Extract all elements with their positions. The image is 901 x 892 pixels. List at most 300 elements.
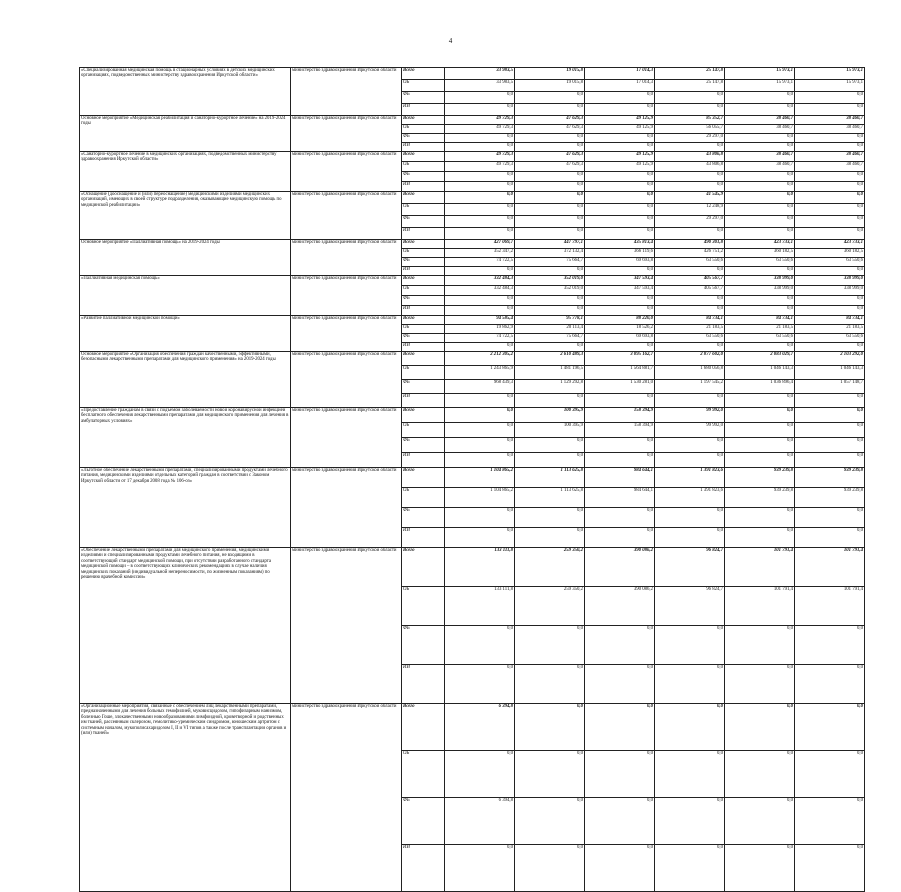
amount-cell: 38 460,7 <box>795 116 865 125</box>
amount-cell: 84 734,1 <box>795 316 865 325</box>
amount-cell: 0,0 <box>795 296 865 306</box>
amount-cell: 405 567,7 <box>655 286 725 296</box>
amount-cell: 0,0 <box>445 394 515 408</box>
amount-cell: 0,0 <box>585 104 655 116</box>
amount-cell: 0,0 <box>655 626 725 665</box>
amount-cell: 984 644,1 <box>585 488 655 508</box>
amount-cell: 259 350,2 <box>515 587 585 626</box>
amount-cell: 1 481 196,5 <box>515 366 585 380</box>
amount-cell: 0,0 <box>585 394 655 408</box>
amount-cell: 95 778,1 <box>515 316 585 325</box>
amount-cell: 0,0 <box>585 204 655 216</box>
amount-cell: 0,0 <box>655 798 725 845</box>
table-row <box>80 240 865 249</box>
funding-source: ОБ <box>402 249 445 258</box>
amount-cell: 0,0 <box>725 228 795 240</box>
amount-cell: 0,0 <box>585 343 655 352</box>
amount-cell: 0,0 <box>585 626 655 665</box>
executor: министерство здравоохранения Иркутской области <box>291 704 402 892</box>
amount-cell: 0,0 <box>515 204 585 216</box>
amount-cell: 0,0 <box>445 143 515 152</box>
executor: министерство здравоохранения Иркутской области <box>291 240 402 276</box>
amount-cell: 0,0 <box>445 296 515 306</box>
amount-cell: 0,0 <box>725 192 795 204</box>
amount-cell: 0,0 <box>445 453 515 468</box>
table-row <box>80 408 865 423</box>
amount-cell: 0,0 <box>655 704 725 751</box>
amount-cell: 20 113,4 <box>515 325 585 334</box>
funding-source: ОБ <box>402 286 445 296</box>
amount-cell: 0,0 <box>725 143 795 152</box>
amount-cell: 0,0 <box>515 438 585 453</box>
amount-cell: 0,0 <box>515 306 585 316</box>
amount-cell: 0,0 <box>585 704 655 751</box>
amount-cell: 38 460,7 <box>795 125 865 134</box>
amount-cell: 0,0 <box>445 104 515 116</box>
amount-cell: 352 019,0 <box>515 286 585 296</box>
amount-cell: 0,0 <box>445 92 515 104</box>
amount-cell: 0,0 <box>725 665 795 704</box>
amount-cell: 0,0 <box>725 394 795 408</box>
funding-source: ФБ <box>402 216 445 228</box>
amount-cell: 101 791,4 <box>725 587 795 626</box>
amount-cell: 0,0 <box>515 296 585 306</box>
amount-cell: 49 729,3 <box>445 152 515 162</box>
page-number: 4 <box>448 37 453 45</box>
table-row <box>80 192 865 204</box>
amount-cell: 0,0 <box>795 528 865 548</box>
executor: министерство здравоохранения Иркутской области <box>291 352 402 408</box>
funding-source: ФБ <box>402 380 445 394</box>
budget-table-body <box>80 68 865 892</box>
amount-cell: 0,0 <box>655 453 725 468</box>
amount-cell: 0,0 <box>515 134 585 143</box>
amount-cell: 1 129 292,8 <box>515 380 585 394</box>
amount-cell: 447 797,1 <box>515 240 585 249</box>
amount-cell: 43 806,8 <box>655 162 725 172</box>
amount-cell: 0,0 <box>725 704 795 751</box>
amount-cell: 338 999,0 <box>725 276 795 286</box>
amount-cell: 0,0 <box>655 296 725 306</box>
amount-cell: 0,0 <box>725 408 795 423</box>
amount-cell: 0,0 <box>445 134 515 143</box>
amount-cell: 0,0 <box>655 845 725 892</box>
amount-cell: 1 046 143,3 <box>795 366 865 380</box>
amount-cell: 352 347,2 <box>445 249 515 258</box>
amount-cell: 0,0 <box>725 845 795 892</box>
amount-cell: 0,0 <box>725 104 795 116</box>
amount-cell: 0,0 <box>795 192 865 204</box>
amount-cell: 1 530 281,0 <box>585 380 655 394</box>
amount-cell: 1 564 881,7 <box>585 366 655 380</box>
amount-cell: 49 125,9 <box>585 162 655 172</box>
amount-cell: 2 103 292,0 <box>795 352 865 366</box>
amount-cell: 21 183,5 <box>795 325 865 334</box>
amount-cell: 0,0 <box>795 845 865 892</box>
budget-table <box>79 67 865 892</box>
amount-cell: 0,0 <box>725 438 795 453</box>
amount-cell: 63 550,6 <box>795 334 865 343</box>
amount-cell: 0,0 <box>795 423 865 438</box>
amount-cell: 0,0 <box>725 508 795 528</box>
amount-cell: 0,0 <box>725 92 795 104</box>
funding-source: ОБ <box>402 325 445 334</box>
amount-cell: 0,0 <box>585 134 655 143</box>
amount-cell: 0,0 <box>725 453 795 468</box>
amount-cell: 0,0 <box>795 665 865 704</box>
amount-cell: 939 239,8 <box>725 468 795 488</box>
funding-source: ИИ <box>402 845 445 892</box>
table-row <box>80 152 865 162</box>
amount-cell: 2 610 489,3 <box>515 352 585 366</box>
amount-cell: 15 973,1 <box>725 68 795 80</box>
funding-source: Всего <box>402 548 445 587</box>
funding-source: ФБ <box>402 508 445 528</box>
funding-source: Всего <box>402 68 445 80</box>
amount-cell: 49 729,3 <box>445 116 515 125</box>
amount-cell: 74 722,5 <box>445 334 515 343</box>
amount-cell: 0,0 <box>795 438 865 453</box>
amount-cell: 100 395,9 <box>515 423 585 438</box>
amount-cell: 0,0 <box>445 508 515 528</box>
amount-cell: 18 526,2 <box>585 325 655 334</box>
funding-source: ИИ <box>402 394 445 408</box>
amount-cell: 0,0 <box>515 182 585 192</box>
amount-cell: 29 297,0 <box>655 216 725 228</box>
amount-cell: 96 824,7 <box>655 548 725 587</box>
amount-cell: 2 212 305,2 <box>445 352 515 366</box>
amount-cell: 47 629,3 <box>515 125 585 134</box>
amount-cell: 1 104 865,2 <box>445 488 515 508</box>
amount-cell: 19 015,8 <box>515 80 585 92</box>
amount-cell: 0,0 <box>515 626 585 665</box>
amount-cell: 0,0 <box>515 528 585 548</box>
amount-cell: 390 086,2 <box>585 548 655 587</box>
funding-source: ФБ <box>402 172 445 182</box>
funding-source: Всего <box>402 408 445 423</box>
amount-cell: 423 733,1 <box>725 240 795 249</box>
amount-cell: 0,0 <box>585 751 655 798</box>
amount-cell: 0,0 <box>585 453 655 468</box>
amount-cell: 63 550,6 <box>655 258 725 267</box>
amount-cell: 84 734,1 <box>655 316 725 325</box>
funding-source: ОБ <box>402 80 445 92</box>
amount-cell: 0,0 <box>515 143 585 152</box>
amount-cell: 2 083 029,7 <box>725 352 795 366</box>
amount-cell: 0,0 <box>795 172 865 182</box>
executor: министерство здравоохранения Иркутской области <box>291 68 402 116</box>
amount-cell: 0,0 <box>655 665 725 704</box>
amount-cell: 133 111,8 <box>445 587 515 626</box>
funding-source: ОБ <box>402 204 445 216</box>
activity-name: «Паллиативная медицинская помощь» <box>80 276 291 316</box>
amount-cell: 0,0 <box>515 798 585 845</box>
amount-cell: 0,0 <box>655 104 725 116</box>
amount-cell: 0,0 <box>445 343 515 352</box>
amount-cell: 38 460,7 <box>725 162 795 172</box>
funding-source: Всего <box>402 352 445 366</box>
amount-cell: 0,0 <box>445 192 515 204</box>
amount-cell: 101 791,4 <box>725 548 795 587</box>
funding-source: ИИ <box>402 267 445 276</box>
amount-cell: 0,0 <box>725 182 795 192</box>
amount-cell: 0,0 <box>445 408 515 423</box>
table-row <box>80 704 865 751</box>
amount-cell: 0,0 <box>725 306 795 316</box>
table-row <box>80 316 865 325</box>
amount-cell: 939 239,8 <box>725 488 795 508</box>
funding-source: Всего <box>402 276 445 286</box>
amount-cell: 0,0 <box>515 845 585 892</box>
amount-cell: 19 015,8 <box>515 68 585 80</box>
amount-cell: 0,0 <box>725 267 795 276</box>
amount-cell: 15 973,1 <box>795 80 865 92</box>
funding-source: ИИ <box>402 306 445 316</box>
amount-cell: 0,0 <box>585 306 655 316</box>
amount-cell: 427 069,7 <box>445 240 515 249</box>
funding-source: ОБ <box>402 587 445 626</box>
amount-cell: 435 813,4 <box>585 240 655 249</box>
table-row <box>80 68 865 80</box>
activity-name: «Организационные мероприятия, связанные с обеспечением лиц лекарственными препаратами, предназначенными для лечения больных гемофилией, муковисцидозом, гипофизарным нанизмом, болезнью Гоше, злокачественными новообразованиями лимфоидной, кроветворной и родственных им тканей, рассеянным склерозом, гемолитико-уремическим синдромом, юношеским артритом с системным началом, мукополисахаридозом I, II и VI типов а также после трансплантации органов и (или) тканей» <box>80 704 291 892</box>
amount-cell: 0,0 <box>585 267 655 276</box>
amount-cell: 49 125,9 <box>585 125 655 134</box>
funding-source: ИИ <box>402 104 445 116</box>
funding-source: ОБ <box>402 162 445 172</box>
amount-cell: 33 983,5 <box>445 68 515 80</box>
activity-name: «Санаторно-курортное лечение в медицинских организациях, подведомственных министерству здравоохранения Иркутской области» <box>80 152 291 192</box>
amount-cell: 0,0 <box>445 228 515 240</box>
amount-cell: 49 729,3 <box>445 125 515 134</box>
amount-cell: 29 297,0 <box>655 134 725 143</box>
amount-cell: 1 680 056,8 <box>655 366 725 380</box>
amount-cell: 0,0 <box>725 343 795 352</box>
amount-cell: 0,0 <box>445 204 515 216</box>
amount-cell: 338 999,0 <box>795 276 865 286</box>
amount-cell: 0,0 <box>445 751 515 798</box>
amount-cell: 0,0 <box>795 267 865 276</box>
amount-cell: 47 629,3 <box>515 162 585 172</box>
amount-cell: 0,0 <box>515 92 585 104</box>
amount-cell: 17 014,3 <box>585 68 655 80</box>
table-row <box>80 548 865 587</box>
amount-cell: 0,0 <box>445 528 515 548</box>
amount-cell: 0,0 <box>725 423 795 438</box>
amount-cell: 25 147,8 <box>655 80 725 92</box>
amount-cell: 100 395,9 <box>515 408 585 423</box>
amount-cell: 0,0 <box>515 228 585 240</box>
amount-cell: 3 095 162,7 <box>585 352 655 366</box>
executor: министерство здравоохранения Иркутской области <box>291 152 402 192</box>
amount-cell: 43 806,8 <box>655 152 725 162</box>
funding-source: Всего <box>402 152 445 162</box>
amount-cell: 25 147,8 <box>655 68 725 80</box>
amount-cell: 17 014,3 <box>585 80 655 92</box>
amount-cell: 0,0 <box>655 143 725 152</box>
amount-cell: 101 791,4 <box>795 587 865 626</box>
activity-name: Основное мероприятие «Медицинская реабилитация и санаторно-курортное лечение» на 2019-2024 годы <box>80 116 291 152</box>
amount-cell: 0,0 <box>795 143 865 152</box>
amount-cell: 38 460,7 <box>725 125 795 134</box>
amount-cell: 0,0 <box>515 665 585 704</box>
amount-cell: 0,0 <box>655 228 725 240</box>
amount-cell: 158 394,9 <box>585 423 655 438</box>
amount-cell: 63 550,6 <box>795 258 865 267</box>
executor: министерство здравоохранения Иркутской области <box>291 468 402 548</box>
amount-cell: 259 350,2 <box>515 548 585 587</box>
amount-cell: 0,0 <box>515 192 585 204</box>
amount-cell: 63 550,6 <box>655 334 725 343</box>
funding-source: ФБ <box>402 92 445 104</box>
amount-cell: 0,0 <box>655 508 725 528</box>
amount-cell: 0,0 <box>585 92 655 104</box>
amount-cell: 0,0 <box>725 528 795 548</box>
table-row <box>80 276 865 286</box>
amount-cell: 75 664,7 <box>515 334 585 343</box>
funding-source: ОБ <box>402 488 445 508</box>
amount-cell: 0,0 <box>795 798 865 845</box>
funding-source: Всего <box>402 468 445 488</box>
amount-cell: 423 733,1 <box>795 240 865 249</box>
amount-cell: 0,0 <box>585 192 655 204</box>
amount-cell: 332 484,3 <box>445 276 515 286</box>
amount-cell: 2 877 602,0 <box>655 352 725 366</box>
amount-cell: 38 460,7 <box>795 162 865 172</box>
activity-name: «Предоставление гражданам в связи с подъемом заболеваемости новой коронавирусной инфекцией бесплатного обеспечения лекарственными препаратами для медицинского применения для лечения в амбулаторных условиях» <box>80 408 291 468</box>
funding-source: Всего <box>402 316 445 325</box>
amount-cell: 38 460,7 <box>795 152 865 162</box>
amount-cell: 0,0 <box>795 751 865 798</box>
funding-source: ФБ <box>402 438 445 453</box>
amount-cell: 85 352,7 <box>655 116 725 125</box>
amount-cell: 0,0 <box>585 296 655 306</box>
amount-cell: 1 113 625,8 <box>515 488 585 508</box>
activity-name: Основное мероприятие «Организация обеспечения граждан качественными, эффективными, безопасными лекарственными препаратами для медицинского применения» на 2019-2024 годы <box>80 352 291 408</box>
amount-cell: 0,0 <box>585 438 655 453</box>
amount-cell: 15 973,1 <box>725 80 795 92</box>
amount-cell: 63 550,6 <box>725 334 795 343</box>
funding-source: ИИ <box>402 228 445 240</box>
amount-cell: 47 629,3 <box>515 152 585 162</box>
amount-cell: 372 132,4 <box>515 249 585 258</box>
funding-source: ИИ <box>402 665 445 704</box>
amount-cell: 0,0 <box>445 626 515 665</box>
amount-cell: 426 751,2 <box>655 249 725 258</box>
funding-source: Всего <box>402 704 445 751</box>
amount-cell: 390 086,2 <box>585 587 655 626</box>
amount-cell: 63 550,6 <box>725 258 795 267</box>
amount-cell: 0,0 <box>445 172 515 182</box>
amount-cell: 96 824,7 <box>655 587 725 626</box>
amount-cell: 338 999,0 <box>725 286 795 296</box>
amount-cell: 6 394,8 <box>445 704 515 751</box>
amount-cell: 0,0 <box>515 104 585 116</box>
funding-source: Всего <box>402 240 445 249</box>
funding-source: ИИ <box>402 528 445 548</box>
amount-cell: 49 125,9 <box>585 152 655 162</box>
amount-cell: 352 019,0 <box>515 276 585 286</box>
table-row <box>80 116 865 125</box>
activity-name: «Обеспечение лекарственными препаратами для медицинского применения, медицинскими изделиями и специализированными продуктами лечебного питания, не входящими в соответствующий стандарт медицинской помощи, при отсутствии разработанного стандарта медицинской помощи – в соответствующих клинических рекомендациях в случае наличия медицинских показаний (индивидуальной непереносимости, по жизненным показаниям) по решению врачебной комиссии» <box>80 548 291 704</box>
amount-cell: 0,0 <box>795 408 865 423</box>
funding-source: ФБ <box>402 626 445 665</box>
amount-cell: 0,0 <box>795 104 865 116</box>
amount-cell: 0,0 <box>515 394 585 408</box>
amount-cell: 158 394,9 <box>585 408 655 423</box>
amount-cell: 0,0 <box>795 228 865 240</box>
amount-cell: 49 125,9 <box>585 116 655 125</box>
funding-source: ОБ <box>402 423 445 438</box>
amount-cell: 1 057 148,7 <box>795 380 865 394</box>
amount-cell: 0,0 <box>515 704 585 751</box>
activity-name: Основное мероприятие «Паллиативная помощь» на 2019-2024 годы <box>80 240 291 276</box>
funding-source: ОБ <box>402 125 445 134</box>
amount-cell: 0,0 <box>725 626 795 665</box>
amount-cell: 0,0 <box>795 626 865 665</box>
amount-cell: 0,0 <box>655 751 725 798</box>
amount-cell: 968 439,3 <box>445 380 515 394</box>
funding-source: ФБ <box>402 798 445 845</box>
amount-cell: 88 220,0 <box>585 316 655 325</box>
amount-cell: 69 693,8 <box>585 334 655 343</box>
amount-cell: 0,0 <box>655 394 725 408</box>
amount-cell: 360 182,5 <box>795 249 865 258</box>
amount-cell: 101 791,4 <box>795 548 865 587</box>
amount-cell: 84 734,1 <box>725 316 795 325</box>
funding-source: Всего <box>402 116 445 125</box>
amount-cell: 21 183,5 <box>725 325 795 334</box>
activity-name: «Оснащение (дооснащение и (или) переоснащение) медицинскими изделиями медицинских организаций, имеющих в своей структуре подразделения, оказывающие медицинскую помощь по медицинской реабилитации» <box>80 192 291 240</box>
amount-cell: 75 664,7 <box>515 258 585 267</box>
amount-cell: 74 722,5 <box>445 258 515 267</box>
amount-cell: 1 197 545,2 <box>655 380 725 394</box>
amount-cell: 0,0 <box>725 134 795 143</box>
amount-cell: 0,0 <box>795 704 865 751</box>
amount-cell: 0,0 <box>655 438 725 453</box>
executor: министерство здравоохранения Иркутской области <box>291 316 402 352</box>
amount-cell: 0,0 <box>515 453 585 468</box>
amount-cell: 1 391 823,6 <box>655 468 725 488</box>
amount-cell: 1 046 143,3 <box>725 366 795 380</box>
amount-cell: 0,0 <box>655 92 725 104</box>
amount-cell: 41 545,9 <box>655 192 725 204</box>
amount-cell: 0,0 <box>445 438 515 453</box>
amount-cell: 0,0 <box>445 216 515 228</box>
executor: министерство здравоохранения Иркутской области <box>291 276 402 316</box>
funding-source: ИИ <box>402 453 445 468</box>
amount-cell: 99 992,0 <box>655 423 725 438</box>
amount-cell: 33 983,5 <box>445 80 515 92</box>
amount-cell: 0,0 <box>795 92 865 104</box>
amount-cell: 0,0 <box>725 204 795 216</box>
amount-cell: 0,0 <box>515 343 585 352</box>
amount-cell: 21 183,5 <box>655 325 725 334</box>
activity-name: «Специализированная медицинская помощь в стационарных условиях в детских медицинских организациях, подведомственных министерству здравоохранения Иркутской области» <box>80 68 291 116</box>
amount-cell: 0,0 <box>725 216 795 228</box>
funding-source: ФБ <box>402 296 445 306</box>
table-row <box>80 352 865 366</box>
amount-cell: 1 113 625,8 <box>515 468 585 488</box>
amount-cell: 0,0 <box>795 182 865 192</box>
amount-cell: 0,0 <box>725 172 795 182</box>
amount-cell: 0,0 <box>725 751 795 798</box>
amount-cell: 133 111,8 <box>445 548 515 587</box>
amount-cell: 0,0 <box>655 306 725 316</box>
amount-cell: 0,0 <box>585 228 655 240</box>
funding-source: Всего <box>402 192 445 204</box>
amount-cell: 0,0 <box>585 508 655 528</box>
amount-cell: 56 055,7 <box>655 125 725 134</box>
